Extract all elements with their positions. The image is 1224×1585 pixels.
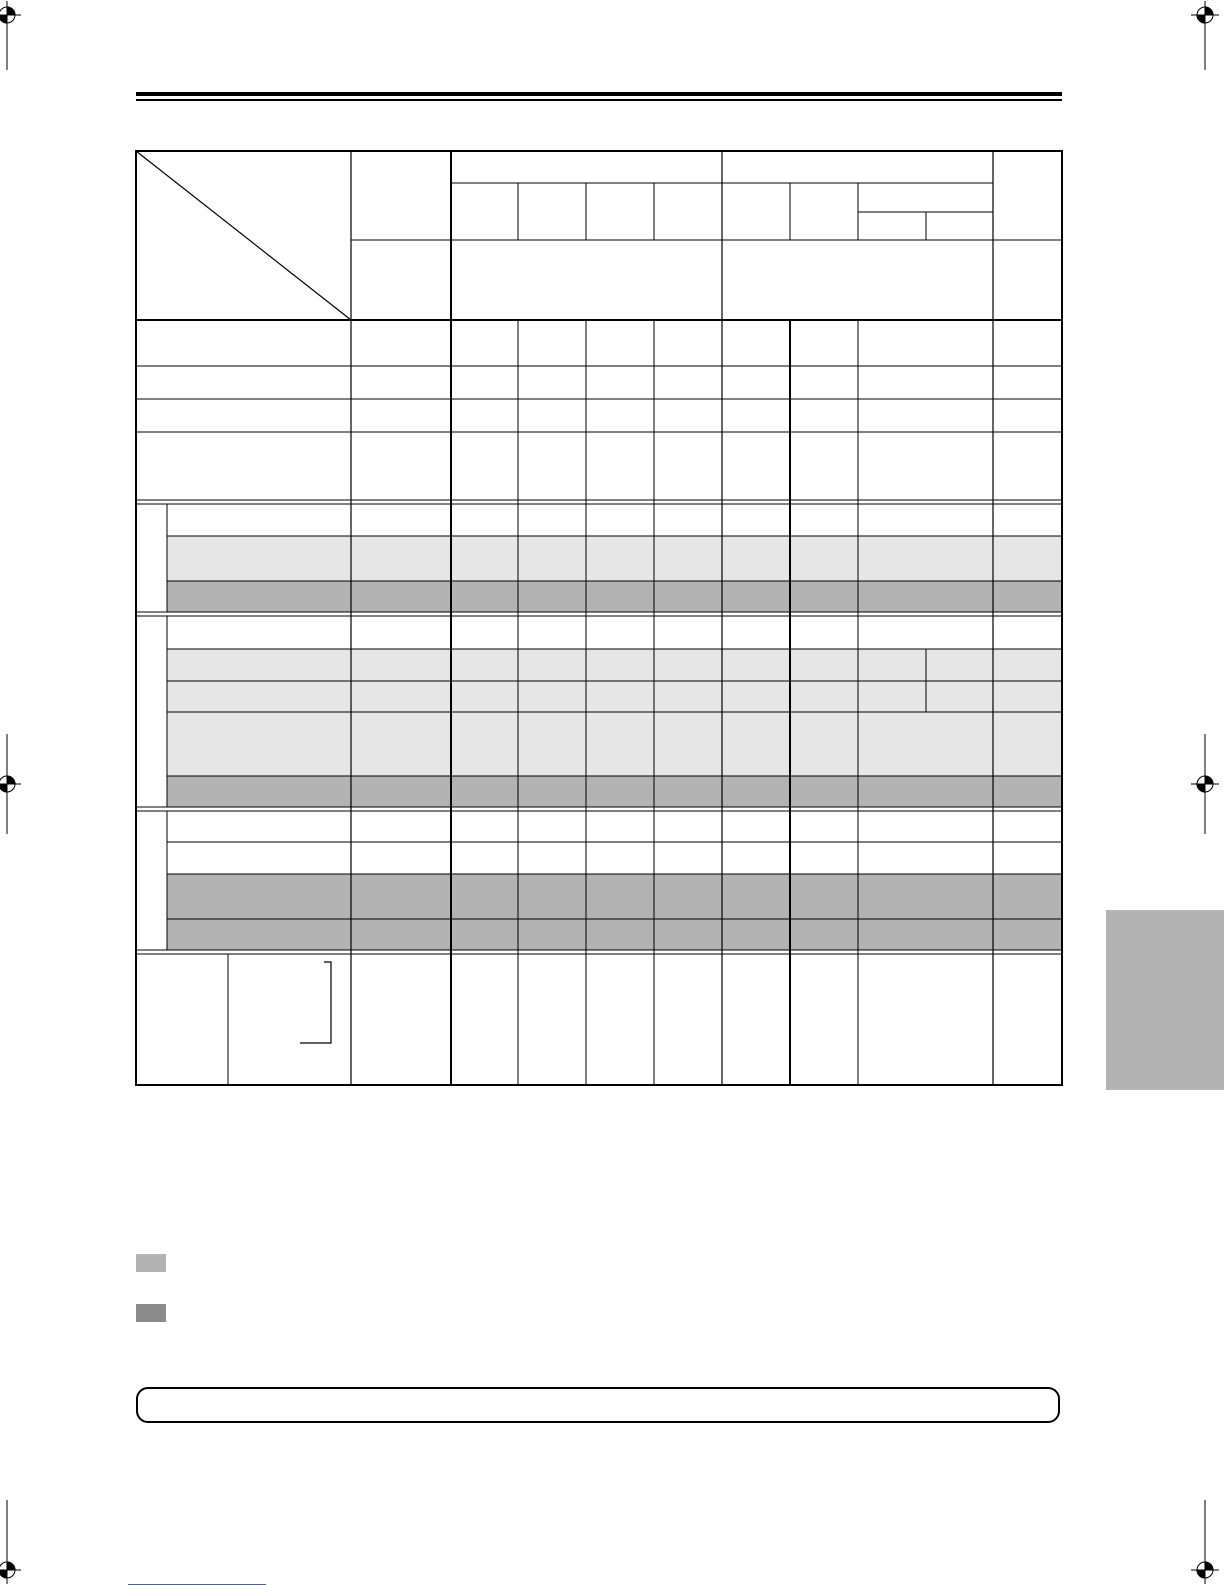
- shade-light-row: [167, 536, 1062, 581]
- bracket-mark: [300, 962, 331, 1043]
- shaded-rows: [167, 536, 1062, 950]
- shade-medium-row: [167, 581, 1062, 612]
- shade-medium-row: [167, 874, 1062, 950]
- legend-swatch-dark: [136, 1304, 166, 1322]
- note-box: [136, 1387, 1060, 1423]
- legend-swatch-medium: [136, 1254, 166, 1272]
- header-diagonal: [136, 151, 351, 320]
- shade-medium-row: [167, 776, 1062, 807]
